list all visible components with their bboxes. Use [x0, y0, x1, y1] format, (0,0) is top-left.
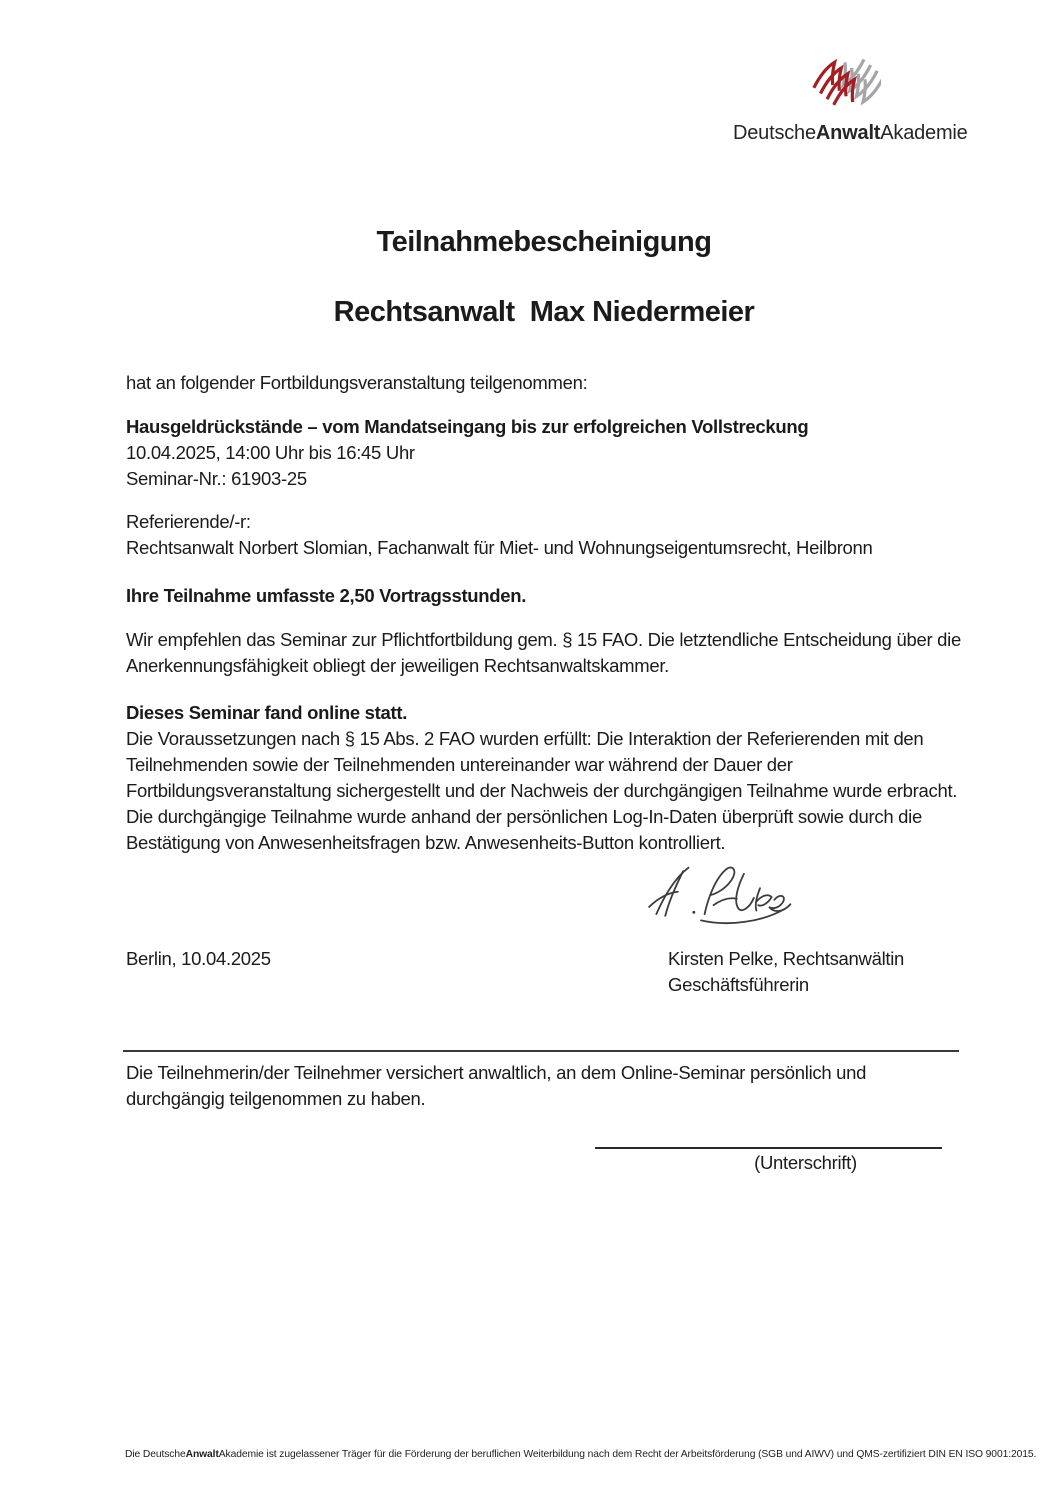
seminar-number: Seminar-Nr.: 61903-25	[126, 468, 307, 489]
brand-suffix: Akademie	[880, 122, 968, 144]
online-headline: Dieses Seminar fand online statt.	[126, 702, 408, 723]
brand-wordmark	[733, 122, 968, 145]
speakers-label: Referierende/-r:	[126, 511, 251, 532]
declaration-paragraph: Die Teilnehmerin/der Teilnehmer versichert anwaltlich, an dem Online-Seminar persönlich und durchgängig teilgenommen zu haben.	[126, 1062, 867, 1109]
seminar-title: Hausgeldrückstände – vom Mandatseingang bis zur erfolgreichen Vollstreckung	[126, 416, 809, 437]
recipient-name: Rechtsanwalt Max Niedermeier	[333, 296, 755, 328]
seminar-block	[126, 414, 966, 492]
signoff-row	[126, 946, 1058, 995]
signature-caption: (Unterschrift)	[754, 1152, 857, 1173]
hours-line: Ihre Teilnahme umfasste 2,50 Vortragsstunden.	[126, 585, 527, 606]
recommendation-paragraph: Wir empfehlen das Seminar zur Pflichtfortbildung gem. § 15 FAO. Die letztendliche Entscheidung über die Anerkennungsfähigkeit obliegt der jeweiligen Rechtsanwaltskammer.	[126, 629, 961, 676]
signatory-block	[668, 946, 904, 998]
signatory-role: Geschäftsführerin	[668, 974, 809, 995]
brand-bold: Anwalt	[815, 122, 881, 144]
signature-line	[595, 1147, 942, 1174]
intro-line: hat an folgender Fortbildungsveranstaltung teilgenommen:	[126, 372, 588, 393]
footer-suffix: Akademie ist zugelassener Träger für die Förderung der beruflichen Weiterbildung nach dem Recht der Arbeitsförderung (SGB und AIWV) und QMS-zertifiziert DIN EN ISO 9001:2015.	[218, 1449, 1037, 1460]
brand-wave-icon	[811, 56, 881, 114]
footer-prefix: Die Deutsche	[125, 1449, 186, 1460]
seminar-datetime: 10.04.2025, 14:00 Uhr bis 16:45 Uhr	[126, 442, 415, 463]
page-title: Teilnahmebescheinigung	[376, 226, 712, 258]
footer-bold: Anwalt	[185, 1449, 219, 1460]
online-paragraph: Die Voraussetzungen nach § 15 Abs. 2 FAO wurden erfüllt: Die Interaktion der Referierenden mit den Teilnehmenden sowie der Teilnehmenden untereinander war während der Dauer der Fortbildungsveranstaltung sichergestellt und der Nachweis der durchgängigen Teilnahme wurde erbracht. Die durchgängige Teilnahme wurde anhand der persönlichen Log-In-Daten überprüft sowie durch die Bestätigung von Anwesenheitsfragen bzw. Anwesenheits-Button kontrolliert.	[126, 728, 958, 853]
handwritten-signature-image	[642, 860, 794, 936]
signatory-name: Kirsten Pelke, Rechtsanwältin	[668, 948, 905, 969]
declaration-divider-line	[123, 1050, 959, 1052]
speakers-name: Rechtsanwalt Norbert Slomian, Fachanwalt für Miet- und Wohnungseigentumsrecht, Heilbronn	[126, 537, 873, 558]
speakers-block	[126, 509, 966, 561]
place-and-date: Berlin, 10.04.2025	[126, 948, 271, 969]
brand-logo	[733, 56, 968, 145]
brand-prefix: Deutsche	[733, 122, 816, 144]
footer-note	[125, 1449, 1037, 1460]
